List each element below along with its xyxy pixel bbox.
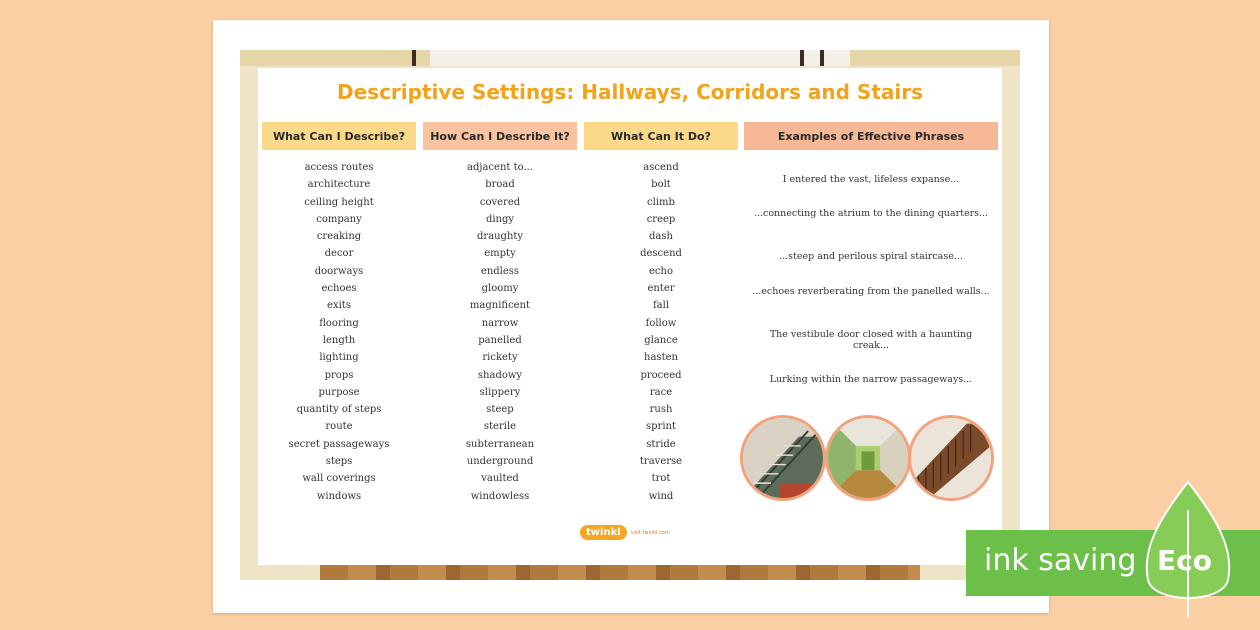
list-item: covered bbox=[479, 196, 521, 208]
list-item: endless bbox=[480, 265, 520, 277]
eco-label: Eco bbox=[1157, 544, 1212, 577]
list-item: shadowy bbox=[477, 369, 523, 381]
list-item: rickety bbox=[482, 352, 518, 364]
list-item: echo bbox=[649, 265, 673, 277]
list-how-can-i-describe-it bbox=[423, 159, 577, 505]
list-item: dash bbox=[649, 231, 673, 243]
list-item: sprint bbox=[646, 421, 676, 433]
list-item: wall coverings bbox=[302, 473, 376, 485]
example-phrase: The vestibule door closed with a haunting creak... bbox=[769, 329, 973, 351]
list-item: steep bbox=[486, 404, 514, 416]
background-beam bbox=[820, 50, 824, 66]
list-item: broad bbox=[485, 179, 515, 191]
list-item: exits bbox=[327, 300, 351, 312]
list-item: race bbox=[649, 386, 673, 398]
example-phrase: ...steep and perilous spiral staircase... bbox=[779, 251, 963, 262]
list-item: props bbox=[324, 369, 354, 381]
list-item: vaulted bbox=[481, 473, 519, 485]
list-item: fall bbox=[652, 300, 670, 312]
twinkl-brand: twinkl bbox=[580, 525, 627, 540]
list-item: secret passageways bbox=[288, 438, 390, 450]
list-item: follow bbox=[645, 317, 677, 329]
list-item: echoes bbox=[321, 283, 357, 295]
twinkl-logo bbox=[580, 525, 670, 540]
list-item: windowless bbox=[470, 490, 530, 502]
list-item: descend bbox=[640, 248, 682, 260]
corridor-photo bbox=[825, 415, 911, 501]
twinkl-url: visit twinkl.com bbox=[630, 529, 670, 536]
list-item: gloomy bbox=[481, 283, 519, 295]
list-item: doorways bbox=[314, 265, 364, 277]
background-beam bbox=[412, 50, 416, 66]
list-item: stride bbox=[646, 438, 676, 450]
list-item: lighting bbox=[319, 352, 359, 364]
example-phrase: Lurking within the narrow passageways... bbox=[769, 374, 973, 385]
header-how-can-i-describe-it: How Can I Describe It? bbox=[423, 122, 577, 150]
example-phrase: ...connecting the atrium to the dining quarters... bbox=[753, 208, 989, 219]
list-item: flooring bbox=[319, 317, 359, 329]
list-item: dingy bbox=[485, 213, 515, 225]
list-item: traverse bbox=[639, 456, 683, 468]
wooden-stairs-photo bbox=[908, 415, 994, 501]
list-item: sterile bbox=[483, 421, 517, 433]
list-item: wind bbox=[648, 490, 674, 502]
list-item: proceed bbox=[640, 369, 682, 381]
list-item: ceiling height bbox=[304, 196, 374, 208]
list-item: company bbox=[316, 213, 362, 225]
list-what-can-i-describe bbox=[262, 159, 416, 505]
list-item: access routes bbox=[304, 162, 374, 173]
list-what-can-it-do bbox=[584, 159, 738, 505]
list-item: slippery bbox=[479, 386, 521, 398]
list-item: rush bbox=[649, 404, 673, 416]
list-item: architecture bbox=[307, 179, 371, 191]
list-item: steps bbox=[325, 456, 353, 468]
list-item: quantity of steps bbox=[296, 404, 382, 416]
list-item: draughty bbox=[476, 231, 524, 243]
list-item: purpose bbox=[318, 386, 360, 398]
list-item: creep bbox=[646, 213, 676, 225]
list-item: trot bbox=[651, 473, 671, 485]
list-item: enter bbox=[647, 283, 675, 295]
example-phrase: I entered the vast, lifeless expanse... bbox=[782, 174, 960, 185]
page-title: Descriptive Settings: Hallways, Corridors and Stairs bbox=[337, 80, 923, 104]
list-item: creaking bbox=[316, 231, 362, 243]
staircase-photo bbox=[740, 415, 826, 501]
list-item: subterranean bbox=[465, 438, 535, 450]
list-item: panelled bbox=[478, 334, 522, 346]
background-wall bbox=[430, 50, 850, 66]
list-item: magnificent bbox=[469, 300, 531, 312]
list-item: bolt bbox=[651, 179, 671, 191]
list-item: hasten bbox=[644, 352, 678, 364]
ink-saving-text: ink saving bbox=[984, 543, 1137, 578]
list-item: windows bbox=[316, 490, 362, 502]
header-what-can-i-describe: What Can I Describe? bbox=[262, 122, 416, 150]
list-item: adjacent to... bbox=[467, 162, 533, 173]
list-item: empty bbox=[484, 248, 516, 260]
list-item: glance bbox=[644, 334, 678, 346]
list-item: climb bbox=[647, 196, 675, 208]
list-item: narrow bbox=[481, 317, 519, 329]
list-item: decor bbox=[324, 248, 354, 260]
example-phrase: ...echoes reverberating from the panelled walls... bbox=[752, 286, 990, 297]
list-item: ascend bbox=[643, 162, 679, 173]
header-what-can-it-do: What Can It Do? bbox=[584, 122, 738, 150]
background-beam bbox=[800, 50, 804, 66]
list-item: route bbox=[325, 421, 353, 433]
list-item: underground bbox=[466, 456, 534, 468]
list-item: length bbox=[322, 334, 356, 346]
header-examples-of-phrases: Examples of Effective Phrases bbox=[744, 122, 998, 150]
